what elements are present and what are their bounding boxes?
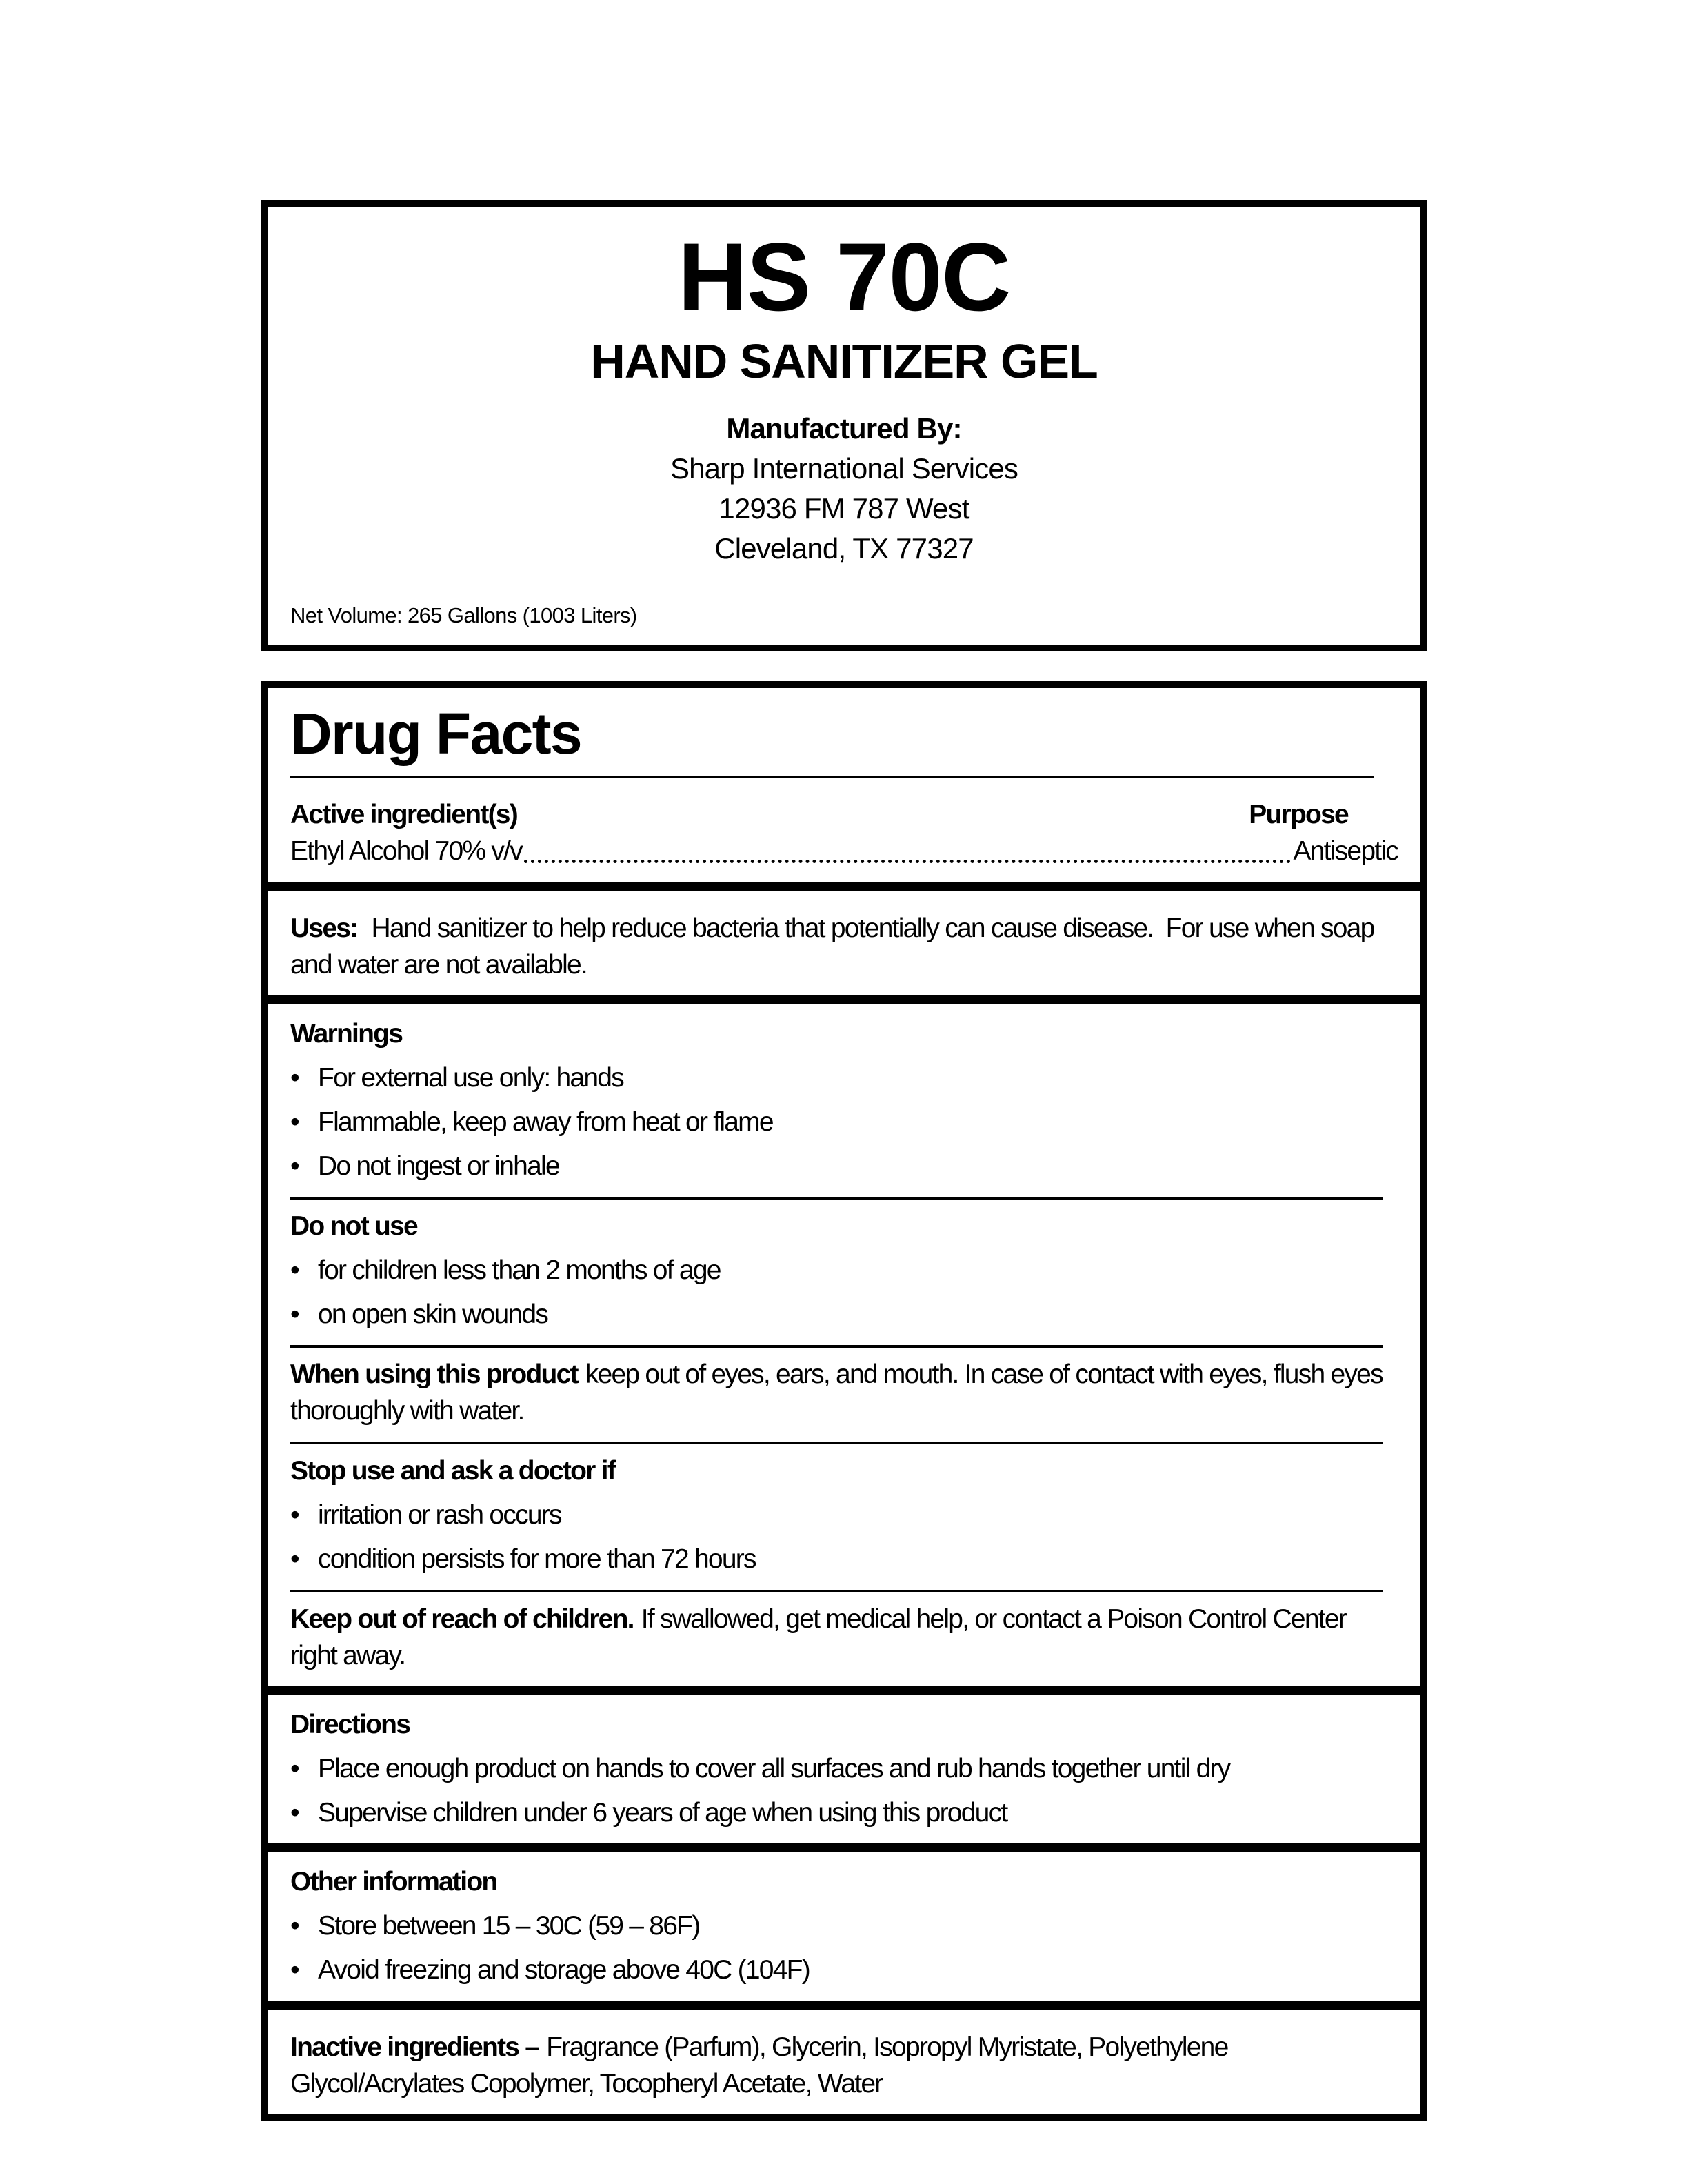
bullet-item: • for children less than 2 months of age — [290, 1252, 1398, 1288]
inactive-ingredients-text: Fragrance (Parfum), Glycerin, Isopropyl Myristate, Polyethylene Glycol/Acrylates Copolymer, Tocopheryl Acetate, Water — [290, 2032, 1234, 2099]
bullet-glyph: • — [290, 1106, 299, 1137]
bullet-glyph: • — [290, 1062, 299, 1093]
bullet-item: • Supervise children under 6 years of age when using this product — [290, 1794, 1398, 1831]
stop-use-bullet-list — [290, 1497, 1398, 1577]
inactive-ingredients-label: Inactive ingredients – — [290, 2032, 539, 2063]
dotted-leader — [524, 860, 1291, 863]
bullet-glyph: • — [290, 1151, 299, 1181]
bullet-item: • condition persists for more than 72 hours — [290, 1541, 1398, 1577]
bullet-glyph: • — [290, 1911, 299, 1941]
purpose-value: Antiseptic — [1293, 836, 1398, 866]
keep-out-label: Keep out of reach of children. — [290, 1604, 634, 1635]
drug-facts-panel — [261, 681, 1427, 2121]
inactive-ingredients-section — [268, 2010, 1420, 2114]
section-divider — [268, 1686, 1420, 1695]
keep-out-paragraph — [290, 1601, 1398, 1674]
section-divider — [268, 882, 1420, 891]
section-divider — [268, 2001, 1420, 2010]
bullet-item: • Place enough product on hands to cover all surfaces and rub hands together until dry — [290, 1750, 1398, 1787]
bullet-glyph: • — [290, 1299, 299, 1329]
bullet-item: • Do not ingest or inhale — [290, 1148, 1398, 1184]
uses-paragraph — [290, 910, 1398, 983]
uses-label: Uses: — [290, 913, 358, 943]
subsection-rule — [290, 1197, 1383, 1200]
manufacturer-block — [268, 409, 1420, 569]
bullet-item: • Avoid freezing and storage above 40C (104F) — [290, 1952, 1398, 1988]
other-information-bullet-list — [290, 1908, 1398, 1988]
section-divider — [268, 1843, 1420, 1852]
active-ingredient-row — [290, 833, 1398, 869]
bullet-item: • Flammable, keep away from heat or flame — [290, 1104, 1398, 1140]
product-label-box — [261, 200, 1427, 651]
inactive-ingredients-paragraph — [290, 2029, 1398, 2102]
do-not-use-heading: Do not use — [290, 1211, 417, 1241]
net-volume: Net Volume: 265 Gallons (1003 Liters) — [290, 603, 637, 627]
warnings-bullet-list — [290, 1060, 1398, 1184]
warnings-heading: Warnings — [290, 1018, 403, 1049]
warnings-section — [268, 1004, 1420, 1686]
manufacturer-address-line2: Cleveland, TX 77327 — [714, 532, 974, 565]
section-divider — [268, 995, 1420, 1004]
drug-facts-heading: Drug Facts — [290, 701, 581, 766]
other-information-heading: Other information — [290, 1867, 497, 1897]
when-using-text: keep out of eyes, ears, and mouth. In case of contact with eyes, flush eyes thoroughly with water. — [290, 1359, 1389, 1426]
subsection-rule — [290, 1345, 1383, 1348]
uses-text: Hand sanitizer to help reduce bacteria that potentially can cause disease. For use when soap and water are not available. — [290, 913, 1380, 980]
manufactured-by-label: Manufactured By: — [726, 412, 962, 445]
product-title: HS 70C — [678, 223, 1010, 331]
active-ingredient-header-row — [290, 796, 1398, 833]
bullet-glyph: • — [290, 1255, 299, 1285]
purpose-label: Purpose — [1249, 799, 1348, 829]
bullet-item: • For external use only: hands — [290, 1060, 1398, 1096]
heading-rule — [290, 776, 1374, 778]
bullet-glyph: • — [290, 1955, 299, 1985]
bullet-item: • Store between 15 – 30C (59 – 86F) — [290, 1908, 1398, 1944]
bullet-glyph: • — [290, 1754, 299, 1784]
active-ingredient-value: Ethyl Alcohol 70% v/v — [290, 836, 523, 866]
product-subtitle: HAND SANITIZER GEL — [590, 334, 1098, 389]
stop-use-heading: Stop use and ask a doctor if — [290, 1456, 615, 1486]
bullet-glyph: • — [290, 1544, 299, 1575]
directions-heading: Directions — [290, 1710, 410, 1740]
do-not-use-bullet-list — [290, 1252, 1398, 1333]
subsection-rule — [290, 1590, 1383, 1593]
other-information-section — [268, 1852, 1420, 2001]
when-using-label: When using this product — [290, 1359, 578, 1389]
drug-facts-header-section — [268, 688, 1420, 882]
when-using-paragraph — [290, 1356, 1398, 1429]
uses-section — [268, 891, 1420, 995]
directions-section — [268, 1695, 1420, 1843]
manufacturer-address-line1: 12936 FM 787 West — [719, 492, 969, 525]
bullet-glyph: • — [290, 1500, 299, 1530]
active-ingredient-label: Active ingredient(s) — [290, 799, 517, 829]
keep-out-text: If swallowed, get medical help, or contact a Poison Control Center right away. — [290, 1604, 1353, 1671]
bullet-item: • irritation or rash occurs — [290, 1497, 1398, 1533]
bullet-glyph: • — [290, 1798, 299, 1828]
bullet-item: • on open skin wounds — [290, 1296, 1398, 1333]
subsection-rule — [290, 1442, 1383, 1444]
manufacturer-name: Sharp International Services — [670, 452, 1018, 485]
directions-bullet-list — [290, 1750, 1398, 1831]
